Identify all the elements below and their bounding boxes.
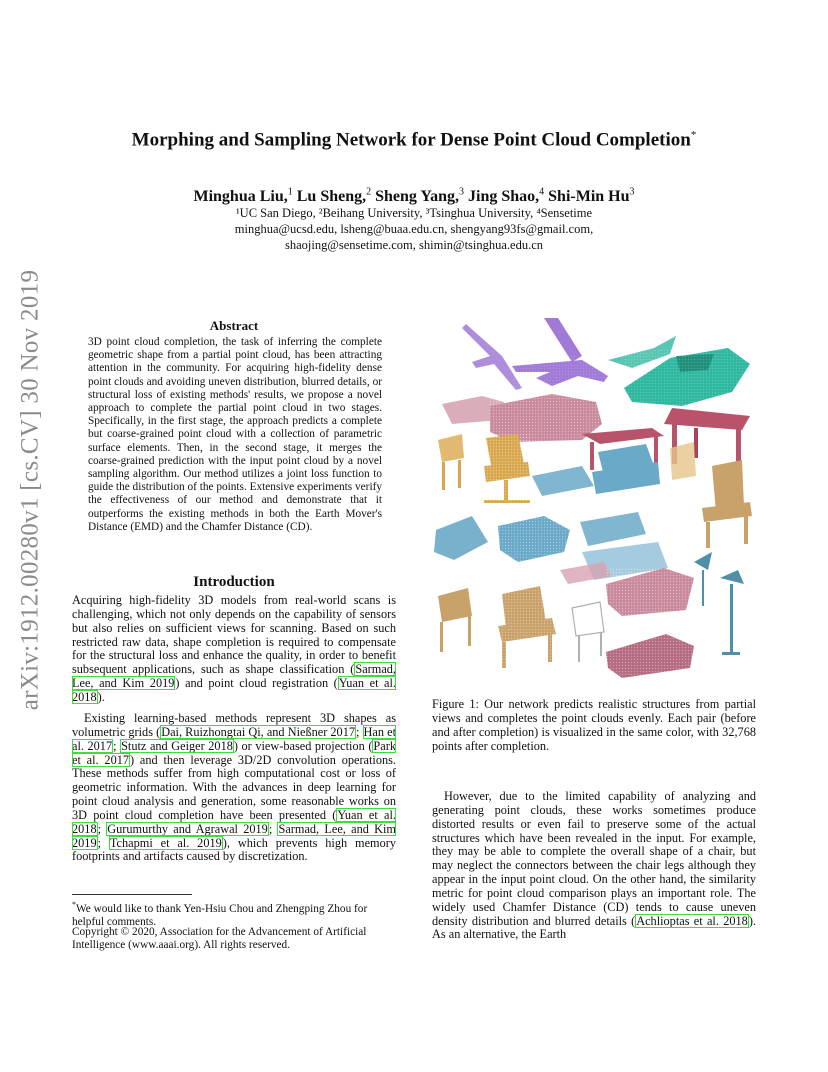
affiliations: ¹UC San Diego, ²Beihang University, ³Tsinghua University, ⁴Sensetime (235, 206, 593, 220)
author: Sheng Yang,$^3$ (375, 187, 465, 206)
title-text: Morphing and Sampling Network for Dense Point Cloud Completion (131, 129, 691, 151)
chair-tan-partial-2 (438, 588, 472, 652)
intro-paragraph-2: Existing learning-based methods represent 3D shapes as volumetric grids (Dai, Ruizhongtai Qi, and Nießner 2017; Han et al. 2017; Stutz and Geiger 2018) or view-based projection (Park et al. 2017) and then leverage 3D/2D convolution operations. These methods suffer from high computational cost or loss of geometric information. With the advances in deep learning for point cloud analysis and generation, some reasonable works on 3D point cloud completion have been presented (Yuan et al. 2018; Gurumurthy and Agrawal 2019; Sarmad, Lee, and Kim 2019; Tchapmi et al. 2019), which prevents high memory footprints and artifacts caused by discretization. (72, 711, 397, 864)
citation-link[interactable]: Dai, Ruizhongtai Qi, and Nießner 2017 (161, 724, 355, 739)
intro-paragraph-1: Acquiring high-fidelity 3D models from real-world scans is challenging, which not only depends on the capability of sensors but also relies on sufficient views for scanning. Based on such restricted raw data, shape completion is required to compensate for the structural loss and enhance the quality, in order to benefit subsequent applications, such as shape classification (Sarmad, Lee, and Kim 2019) and point cloud registration (Yuan et al. 2018). (72, 593, 397, 704)
author-emails-line2: shaojing@sensetime.com, shimin@tsinghua.edu.cn (284, 238, 544, 252)
paper-title (0, 129, 828, 151)
footnote: *We would like to thank Yen-Hsiu Chou and Zhengping Zhou for helpful comments. (72, 900, 368, 928)
chair-outline-partial (572, 602, 604, 662)
citation-link[interactable]: Stutz and Geiger 2018 (121, 738, 233, 753)
author-emails-line1: minghua@ucsd.edu, lsheng@buaa.edu.cn, shengyang93fs@gmail.com, (234, 222, 594, 236)
abstract-text: 3D point cloud completion, the task of inferring the complete geometric shape from a partial point cloud, has been attracting attention in the community. For acquiring high-fidelity dense point clouds and avoiding uneven distribution, blurred details, or structural loss of existing methods' results, we propose a novel approach to complete the partial point cloud in two stages. Specifically, in the first stage, the approach predicts a complete but coarse-grained point cloud with a collection of parametric surface elements. Then, in the second stage, it merges the coarse-grained prediction with the input point cloud by a novel sampling algorithm. Our method utilizes a joint loss function to guide the distribution of the points. Extensive experiments verify the effectiveness of our method and demonstrate that it outperforms the existing methods in both the Earth Mover's Distance (EMD) and the Chamfer Distance (CD). (88, 336, 382, 533)
citation-link[interactable]: Sarmad, Lee, and Kim 2019 (72, 821, 396, 850)
sofa-blue-partial-3 (580, 512, 646, 546)
citation-link[interactable]: Gurumurthy and Agrawal 2019 (107, 821, 268, 836)
chair-gold-complete (484, 434, 530, 504)
car-pink-partial (560, 562, 612, 584)
chair-tan-partial (670, 442, 696, 480)
author: Shi-Min Hu$^3$ (548, 187, 635, 206)
citation-link[interactable]: Yuan et al. 2018 (72, 676, 397, 704)
citation-link[interactable]: Sarmad, Lee, and Kim 2019 (72, 662, 396, 691)
citation-link[interactable]: Han et al. 2017 (72, 724, 397, 753)
arxiv-id-text: arXiv:1912.00280v1 [cs.CV] 30 Nov 2019 (16, 269, 43, 711)
chair-gold-partial (438, 434, 464, 490)
footnote-divider (72, 894, 192, 895)
figure-1-illustration (432, 316, 758, 688)
sofa-blue-partial-2 (434, 516, 488, 560)
figure-1-caption: Figure 1: Our network predicts realistic structures from partial views and completes the point clouds evenly. Each pair (before and after completion) is visualized in the same color, with 32,768 points after completion. (432, 697, 756, 753)
title-footnote-mark: * (690, 129, 697, 141)
abstract-heading: Abstract (209, 318, 259, 333)
figure-1-point-clouds (432, 316, 758, 688)
car-dark-complete (606, 634, 694, 678)
chair-tan-complete (702, 460, 752, 548)
author: Jing Shao,$^4$ (468, 187, 545, 206)
airplane-complete (512, 318, 612, 390)
citation-link[interactable]: Yuan et al. 2018 (72, 807, 396, 836)
sofa-blue-partial-1 (532, 466, 594, 496)
chair-tan-complete-2 (498, 586, 556, 668)
arxiv-watermark (4, 269, 56, 711)
author: Lu Sheng,$^2$ (296, 187, 372, 206)
sofa-blue-complete-1 (592, 444, 660, 494)
citation-link[interactable]: Tchapmi et al. 2019 (109, 835, 222, 850)
citation-link[interactable]: Park et al. 2017 (72, 738, 396, 767)
author-list (0, 187, 828, 206)
sofa-blue-complete-2 (498, 516, 570, 562)
lamp-complete (720, 570, 744, 655)
lamp-partial (694, 552, 712, 606)
car-pink-complete (606, 568, 694, 616)
introduction-heading: Introduction (193, 574, 275, 590)
copyright-notice: Copyright © 2020, Association for the Advancement of Artificial Intelligence (www.aaai.org). All rights reserved. (72, 926, 367, 952)
right-column-paragraph: However, due to the limited capability of analyzing and generating point clouds, these works sometimes produce distorted results or even fail to preserve some of the actual structures which have been revealed in the input. For example, they may be able to complete the overall shape of a chair, but may neglect the connectors between the chair legs although they appear in the input point cloud. On the other hand, the similarity metric for point cloud comparison plays an important role. The widely used Chamfer Distance (CD) tends to cause uneven density distribution and blurred details (Achlioptas et al. 2018). As an alternative, the Earth (432, 789, 756, 942)
boat-complete (624, 348, 750, 406)
author: Minghua Liu,$^1$ (193, 187, 293, 206)
citation-link[interactable]: Achlioptas et al. 2018 (636, 913, 748, 928)
